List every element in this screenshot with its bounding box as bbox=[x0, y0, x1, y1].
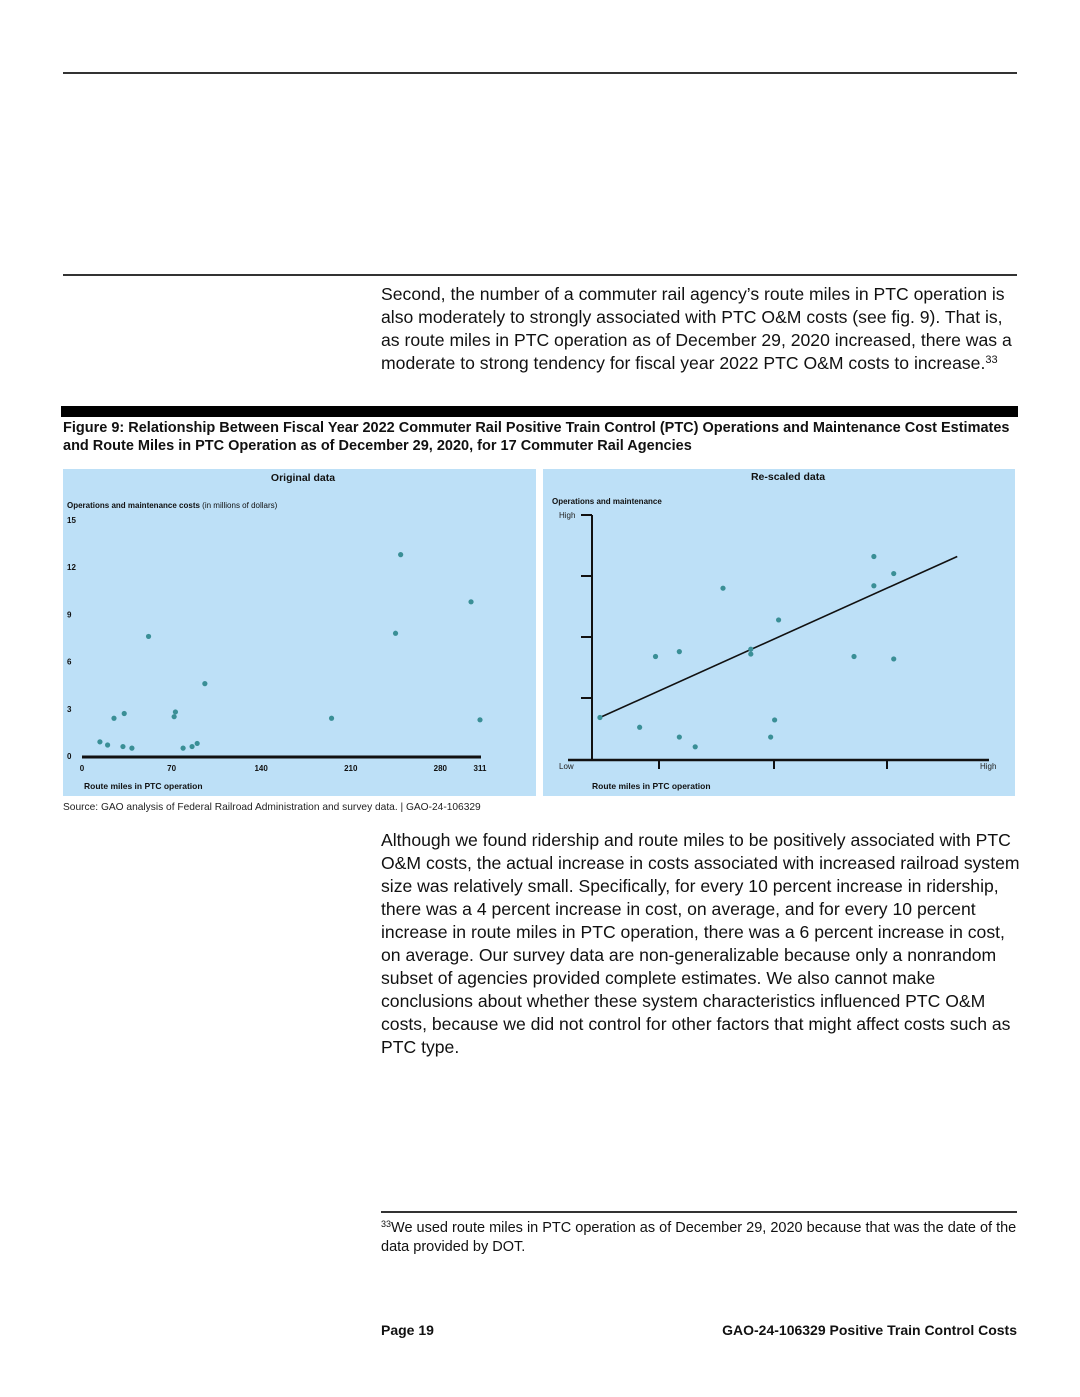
data-point bbox=[468, 599, 473, 604]
x-axis-ticks bbox=[80, 764, 487, 773]
scatter-original bbox=[63, 469, 536, 796]
y-axis-ticks bbox=[67, 516, 76, 761]
data-point bbox=[891, 656, 896, 661]
report-title: GAO-24-106329 Positive Train Control Costs bbox=[722, 1322, 1017, 1338]
x-tick-label: 140 bbox=[254, 764, 268, 773]
footnote bbox=[381, 1219, 1021, 1257]
data-point bbox=[768, 734, 773, 739]
data-point bbox=[871, 554, 876, 559]
chart-original-data bbox=[63, 469, 536, 796]
data-point bbox=[677, 734, 682, 739]
chart-title: Re-scaled data bbox=[750, 471, 826, 483]
data-point bbox=[97, 739, 102, 744]
data-point bbox=[776, 617, 781, 622]
data-point bbox=[111, 716, 116, 721]
data-point bbox=[129, 746, 134, 751]
data-point bbox=[105, 742, 110, 747]
data-point bbox=[851, 654, 856, 659]
footnote-number: 33 bbox=[381, 1219, 392, 1229]
data-point bbox=[693, 744, 698, 749]
y-tick-label: 9 bbox=[67, 610, 72, 620]
data-point bbox=[748, 647, 753, 652]
data-point bbox=[653, 654, 658, 659]
paragraph-text: Second, the number of a commuter rail agency’s route miles in PTC operation is also moderately to strongly associated with PTC O&M costs (see fig. 9). That is, as route miles in PTC operation as of December 29, 2020 increased, there was a moderate to strong tendency for fiscal year 2022 PTC O&M costs to increase. bbox=[381, 284, 1012, 373]
figure-title: Figure 9: Relationship Between Fiscal Year 2022 Commuter Rail Positive Train Control (PTC) Operations and Maintenance Cost Estimates and Route Miles in PTC Operation as of December 29, 2020, for 17 Commuter Rail Agencies bbox=[63, 420, 1010, 454]
data-point bbox=[189, 744, 194, 749]
data-point bbox=[329, 716, 334, 721]
paragraph-cost-increase: Although we found ridership and route miles to be positively associated with PTC O&M costs, the actual increase in costs associated with increased railroad system size was relatively small. Specifically, for every 10 percent increase in ridership, there was a 4 percent increase in cost, on average, and for every 10 percent increase in route miles in PTC operation, there was a 6 percent increase in cost, on average. Our survey data are non-generalizable because only a nonrandom subset of agencies provided complete estimates. We also cannot make conclusions about whether these system characteristics influenced PTC O&M costs, because we did not control for other factors that might affect costs such as PTC type. bbox=[381, 830, 1020, 1057]
data-points bbox=[97, 552, 482, 751]
x-tick-label: 70 bbox=[167, 764, 177, 773]
data-point bbox=[180, 746, 185, 751]
y-axis-label: Operations and maintenance bbox=[552, 497, 662, 506]
y-tick-label: 12 bbox=[67, 563, 76, 573]
scatter-rescaled bbox=[543, 469, 1015, 796]
figure-bar bbox=[61, 406, 1018, 417]
x-axis-label: Route miles in PTC operation bbox=[592, 781, 711, 791]
data-point bbox=[202, 681, 207, 686]
y-tick-label: 0 bbox=[67, 752, 72, 761]
y-axis-high-label: High bbox=[559, 511, 576, 520]
footnote-text: We used route miles in PTC operation as of December 29, 2020 because that was the date of the data provided by DOT. bbox=[381, 1220, 1017, 1255]
chart-rescaled-data bbox=[543, 469, 1015, 796]
x-tick-label: 0 bbox=[79, 764, 85, 773]
x-tick-label: 210 bbox=[344, 764, 358, 773]
x-axis-low-label: Low bbox=[559, 762, 574, 771]
data-point bbox=[772, 717, 777, 722]
x-axis-label: Route miles in PTC operation bbox=[84, 781, 203, 791]
data-point bbox=[120, 744, 125, 749]
data-point bbox=[871, 583, 876, 588]
page-number: Page 19 bbox=[381, 1322, 434, 1338]
x-axis-high-label: High bbox=[980, 762, 997, 771]
x-tick-label: 311 bbox=[473, 764, 487, 773]
data-point bbox=[748, 651, 753, 656]
footnote-ref[interactable]: 33 bbox=[985, 354, 998, 366]
data-point bbox=[195, 741, 200, 746]
data-point bbox=[720, 586, 725, 591]
trend-line bbox=[600, 556, 957, 717]
y-tick-label: 3 bbox=[67, 704, 72, 714]
chart-title: Original data bbox=[270, 472, 336, 484]
data-point bbox=[637, 725, 642, 730]
data-point bbox=[172, 714, 177, 719]
footnote-rule bbox=[381, 1211, 1017, 1213]
header-rule bbox=[63, 72, 1017, 74]
x-tick-label: 280 bbox=[433, 764, 448, 773]
data-point bbox=[398, 552, 403, 557]
y-axis-label: Operations and maintenance costs (in millions of dollars) bbox=[67, 501, 278, 510]
section-rule bbox=[63, 274, 1017, 276]
data-point bbox=[393, 631, 398, 636]
data-point bbox=[677, 649, 682, 654]
y-tick-label: 6 bbox=[67, 657, 72, 667]
y-tick-label: 15 bbox=[67, 516, 76, 525]
data-point bbox=[891, 571, 896, 576]
paragraph-route-miles bbox=[381, 283, 1021, 375]
data-point bbox=[597, 715, 602, 720]
data-point bbox=[146, 634, 151, 639]
data-point bbox=[477, 717, 482, 722]
data-point bbox=[122, 711, 127, 716]
figure-source: Source: GAO analysis of Federal Railroad Administration and survey data. | GAO-24-106329 bbox=[63, 802, 481, 813]
data-point bbox=[173, 709, 178, 714]
